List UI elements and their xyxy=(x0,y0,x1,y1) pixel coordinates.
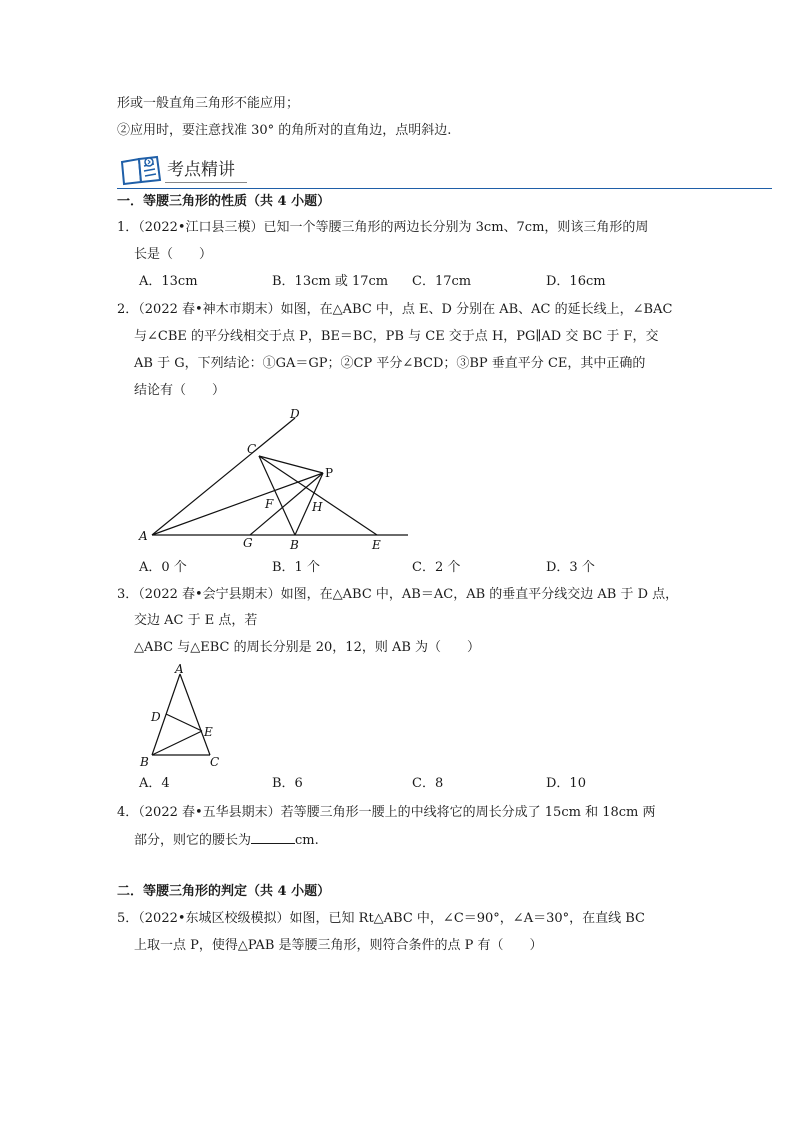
q2-option-d[interactable]: D．3 个 xyxy=(546,560,595,575)
line-a-d xyxy=(152,418,295,535)
q3-option-c[interactable]: C．8 xyxy=(412,776,444,791)
section-title-2: 二．等腰三角形的判定（共 4 小题） xyxy=(117,884,331,899)
q3-option-b[interactable]: B．6 xyxy=(272,776,303,791)
q4-answer-blank[interactable] xyxy=(251,831,295,844)
q3-option-a[interactable]: A．4 xyxy=(139,776,170,791)
q3-line-1: 3．（2022 春•会宁县期末）如图，在△ABC 中，AB＝AC，AB 的垂直平分线交边 AB 于 D 点， xyxy=(117,587,679,602)
q4-line-1: 4．（2022 春•五华县期末）若等腰三角形一腰上的中线将它的周长分成了 15cm 和 18cm 两 xyxy=(117,805,656,820)
q3-line-2: 交边 AC 于 E 点，若 xyxy=(134,613,258,628)
q2-line-3: AB 于 G，下列结论：①GA＝GP；②CP 平分∠BCD；③BP 垂直平分 CE，其中正确的 xyxy=(134,356,646,371)
label-f: F xyxy=(265,497,274,511)
intro-line-2: ②应用时，要注意找准 30° 的角所对的直角边，点明斜边. xyxy=(117,123,452,138)
label-e: E xyxy=(372,538,381,552)
q4-line-2-pre: 部分，则它的腰长为 xyxy=(134,833,252,848)
section-header xyxy=(117,152,777,192)
header-rule xyxy=(117,188,772,189)
q2-option-b[interactable]: B．1 个 xyxy=(272,560,320,575)
q1-option-d[interactable]: D．16cm xyxy=(546,274,606,289)
q3-figure xyxy=(130,662,230,770)
header-title: 考点精讲 xyxy=(167,160,235,180)
label-d: D xyxy=(151,710,161,724)
label-b: B xyxy=(140,755,149,769)
label-e: E xyxy=(204,725,213,739)
q2-line-4: 结论有（ ） xyxy=(134,383,226,398)
q4-line-2-post: cm. xyxy=(295,833,319,848)
header-underline xyxy=(165,182,247,183)
segment-de xyxy=(166,714,202,731)
q2-line-2: 与∠CBE 的平分线相交于点 P，BE＝BC，PB 与 CE 交于点 H，PG∥AD 交 BC 于 F，交 xyxy=(134,329,659,344)
q3-option-d[interactable]: D．10 xyxy=(546,776,586,791)
q4-line-2 xyxy=(134,831,319,850)
label-a: A xyxy=(139,529,148,543)
label-g: G xyxy=(243,536,253,550)
q3-line-3: △ABC 与△EBC 的周长分别是 20，12，则 AB 为（ ） xyxy=(134,640,481,655)
section-title-1: 一．等腰三角形的性质（共 4 小题） xyxy=(117,194,331,209)
label-c: C xyxy=(210,755,220,769)
q5-line-1: 5．（2022•东城区校级模拟）如图，已知 Rt△ABC 中，∠C＝90°，∠A＝30°，在直线 BC xyxy=(117,911,646,926)
intro-line-1: 形或一般直角三角形不能应用； xyxy=(117,96,300,111)
label-p: P xyxy=(325,466,334,480)
label-b: B xyxy=(290,538,299,552)
q2-line-1: 2．（2022 春•神木市期末）如图，在△ABC 中，点 E、D 分别在 AB、AC 的延长线上，∠BAC xyxy=(117,302,673,317)
q1-line-1: 1．（2022•江口县三模）已知一个等腰三角形的两边长分别为 3cm、7cm，则该三角形的周 xyxy=(117,220,649,235)
q1-line-2: 长是（ ） xyxy=(134,247,213,262)
label-a: A xyxy=(175,662,184,676)
line-c-p xyxy=(259,456,323,473)
q2-option-c[interactable]: C．2 个 xyxy=(412,560,461,575)
book-icon xyxy=(119,154,163,190)
q2-figure xyxy=(130,400,420,555)
q1-option-b[interactable]: B．13cm 或 17cm xyxy=(272,274,389,289)
q1-option-a[interactable]: A．13cm xyxy=(139,274,198,289)
q1-option-c[interactable]: C．17cm xyxy=(412,274,472,289)
side-ac xyxy=(180,674,210,755)
label-d: D xyxy=(290,407,300,421)
q5-line-2: 上取一点 P，使得△PAB 是等腰三角形，则符合条件的点 P 有（ ） xyxy=(134,938,543,953)
q2-option-a[interactable]: A．0 个 xyxy=(139,560,187,575)
label-h: H xyxy=(312,500,323,514)
label-c: C xyxy=(247,442,257,456)
